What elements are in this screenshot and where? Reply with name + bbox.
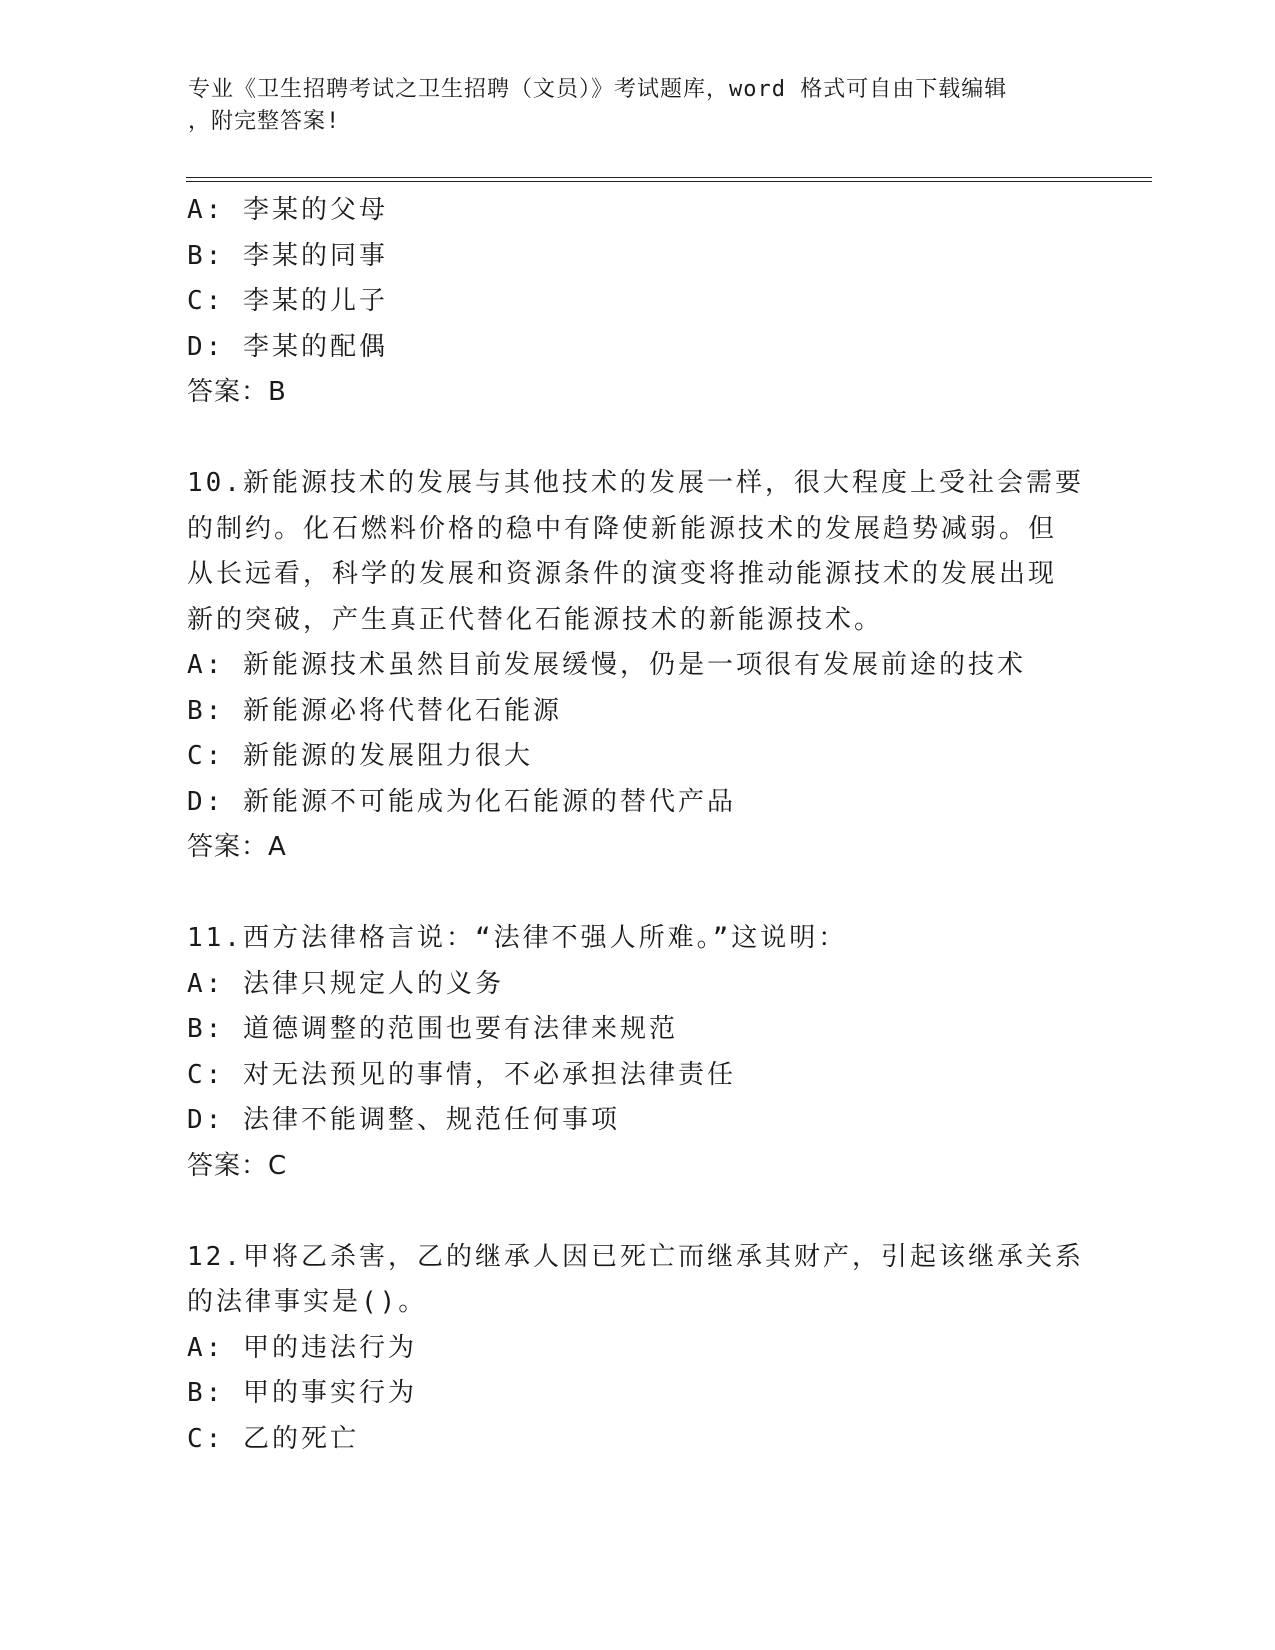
header-line-2: ，附完整答案! [188, 109, 341, 134]
option-a: A: 李某的父母 [187, 195, 388, 225]
question-stem-line: 的法律事实是()。 [187, 1287, 428, 1317]
header-divider-bottom [186, 181, 1152, 182]
answer-line: 答案：C [187, 1150, 288, 1181]
option-b: B: 甲的事实行为 [187, 1378, 417, 1408]
answer-line: 答案：B [187, 377, 287, 407]
document-header [188, 74, 1088, 138]
option-a: A: 甲的违法行为 [187, 1332, 417, 1363]
option-c: C: 新能源的发展阻力很大 [187, 741, 533, 771]
option-a: A: 法律只规定人的义务 [187, 968, 504, 999]
option-b: B: 李某的同事 [187, 240, 388, 271]
question-12 [187, 1235, 1087, 1463]
question-10 [187, 461, 1087, 871]
header-line-1: 专业《卫生招聘考试之卫生招聘（文员）》考试题库，word 格式可自由下载编辑 [188, 77, 1008, 102]
question-stem-line: 11.西方法律格言说：“法律不强人所难。”这说明： [187, 923, 848, 953]
spacer [187, 1189, 1087, 1235]
option-d: D: 李某的配偶 [187, 331, 388, 362]
option-d: D: 法律不能调整、规范任何事项 [187, 1105, 620, 1135]
answer-line: 答案：A [187, 832, 287, 862]
question-stem-line: 的制约。化石燃料价格的稳中有降使新能源技术的发展趋势减弱。但 [187, 513, 1058, 544]
question-list [187, 188, 1087, 1462]
question-11 [187, 916, 1087, 1189]
option-c: C: 对无法预见的事情，不必承担法律责任 [187, 1059, 736, 1090]
question-9 [187, 188, 1087, 416]
option-c: C: 李某的儿子 [187, 286, 388, 316]
option-a: A: 新能源技术虽然目前发展缓慢，仍是一项很有发展前途的技术 [187, 650, 1026, 680]
option-d: D: 新能源不可能成为化石能源的替代产品 [187, 786, 736, 817]
question-stem-line: 12.甲将乙杀害，乙的继承人因已死亡而继承其财产，引起该继承关系 [187, 1241, 1084, 1272]
question-stem-line: 10.新能源技术的发展与其他技术的发展一样，很大程度上受社会需要 [187, 468, 1084, 498]
spacer [187, 871, 1087, 917]
option-b: B: 道德调整的范围也要有法律来规范 [187, 1014, 678, 1044]
question-stem-line: 从长远看，科学的发展和资源条件的演变将推动能源技术的发展出现 [187, 559, 1058, 589]
spacer [187, 416, 1087, 462]
question-stem-line: 新的突破，产生真正代替化石能源技术的新能源技术。 [187, 604, 884, 635]
option-c: C: 乙的死亡 [187, 1423, 359, 1454]
header-divider-top [186, 177, 1152, 178]
option-b: B: 新能源必将代替化石能源 [187, 695, 562, 726]
